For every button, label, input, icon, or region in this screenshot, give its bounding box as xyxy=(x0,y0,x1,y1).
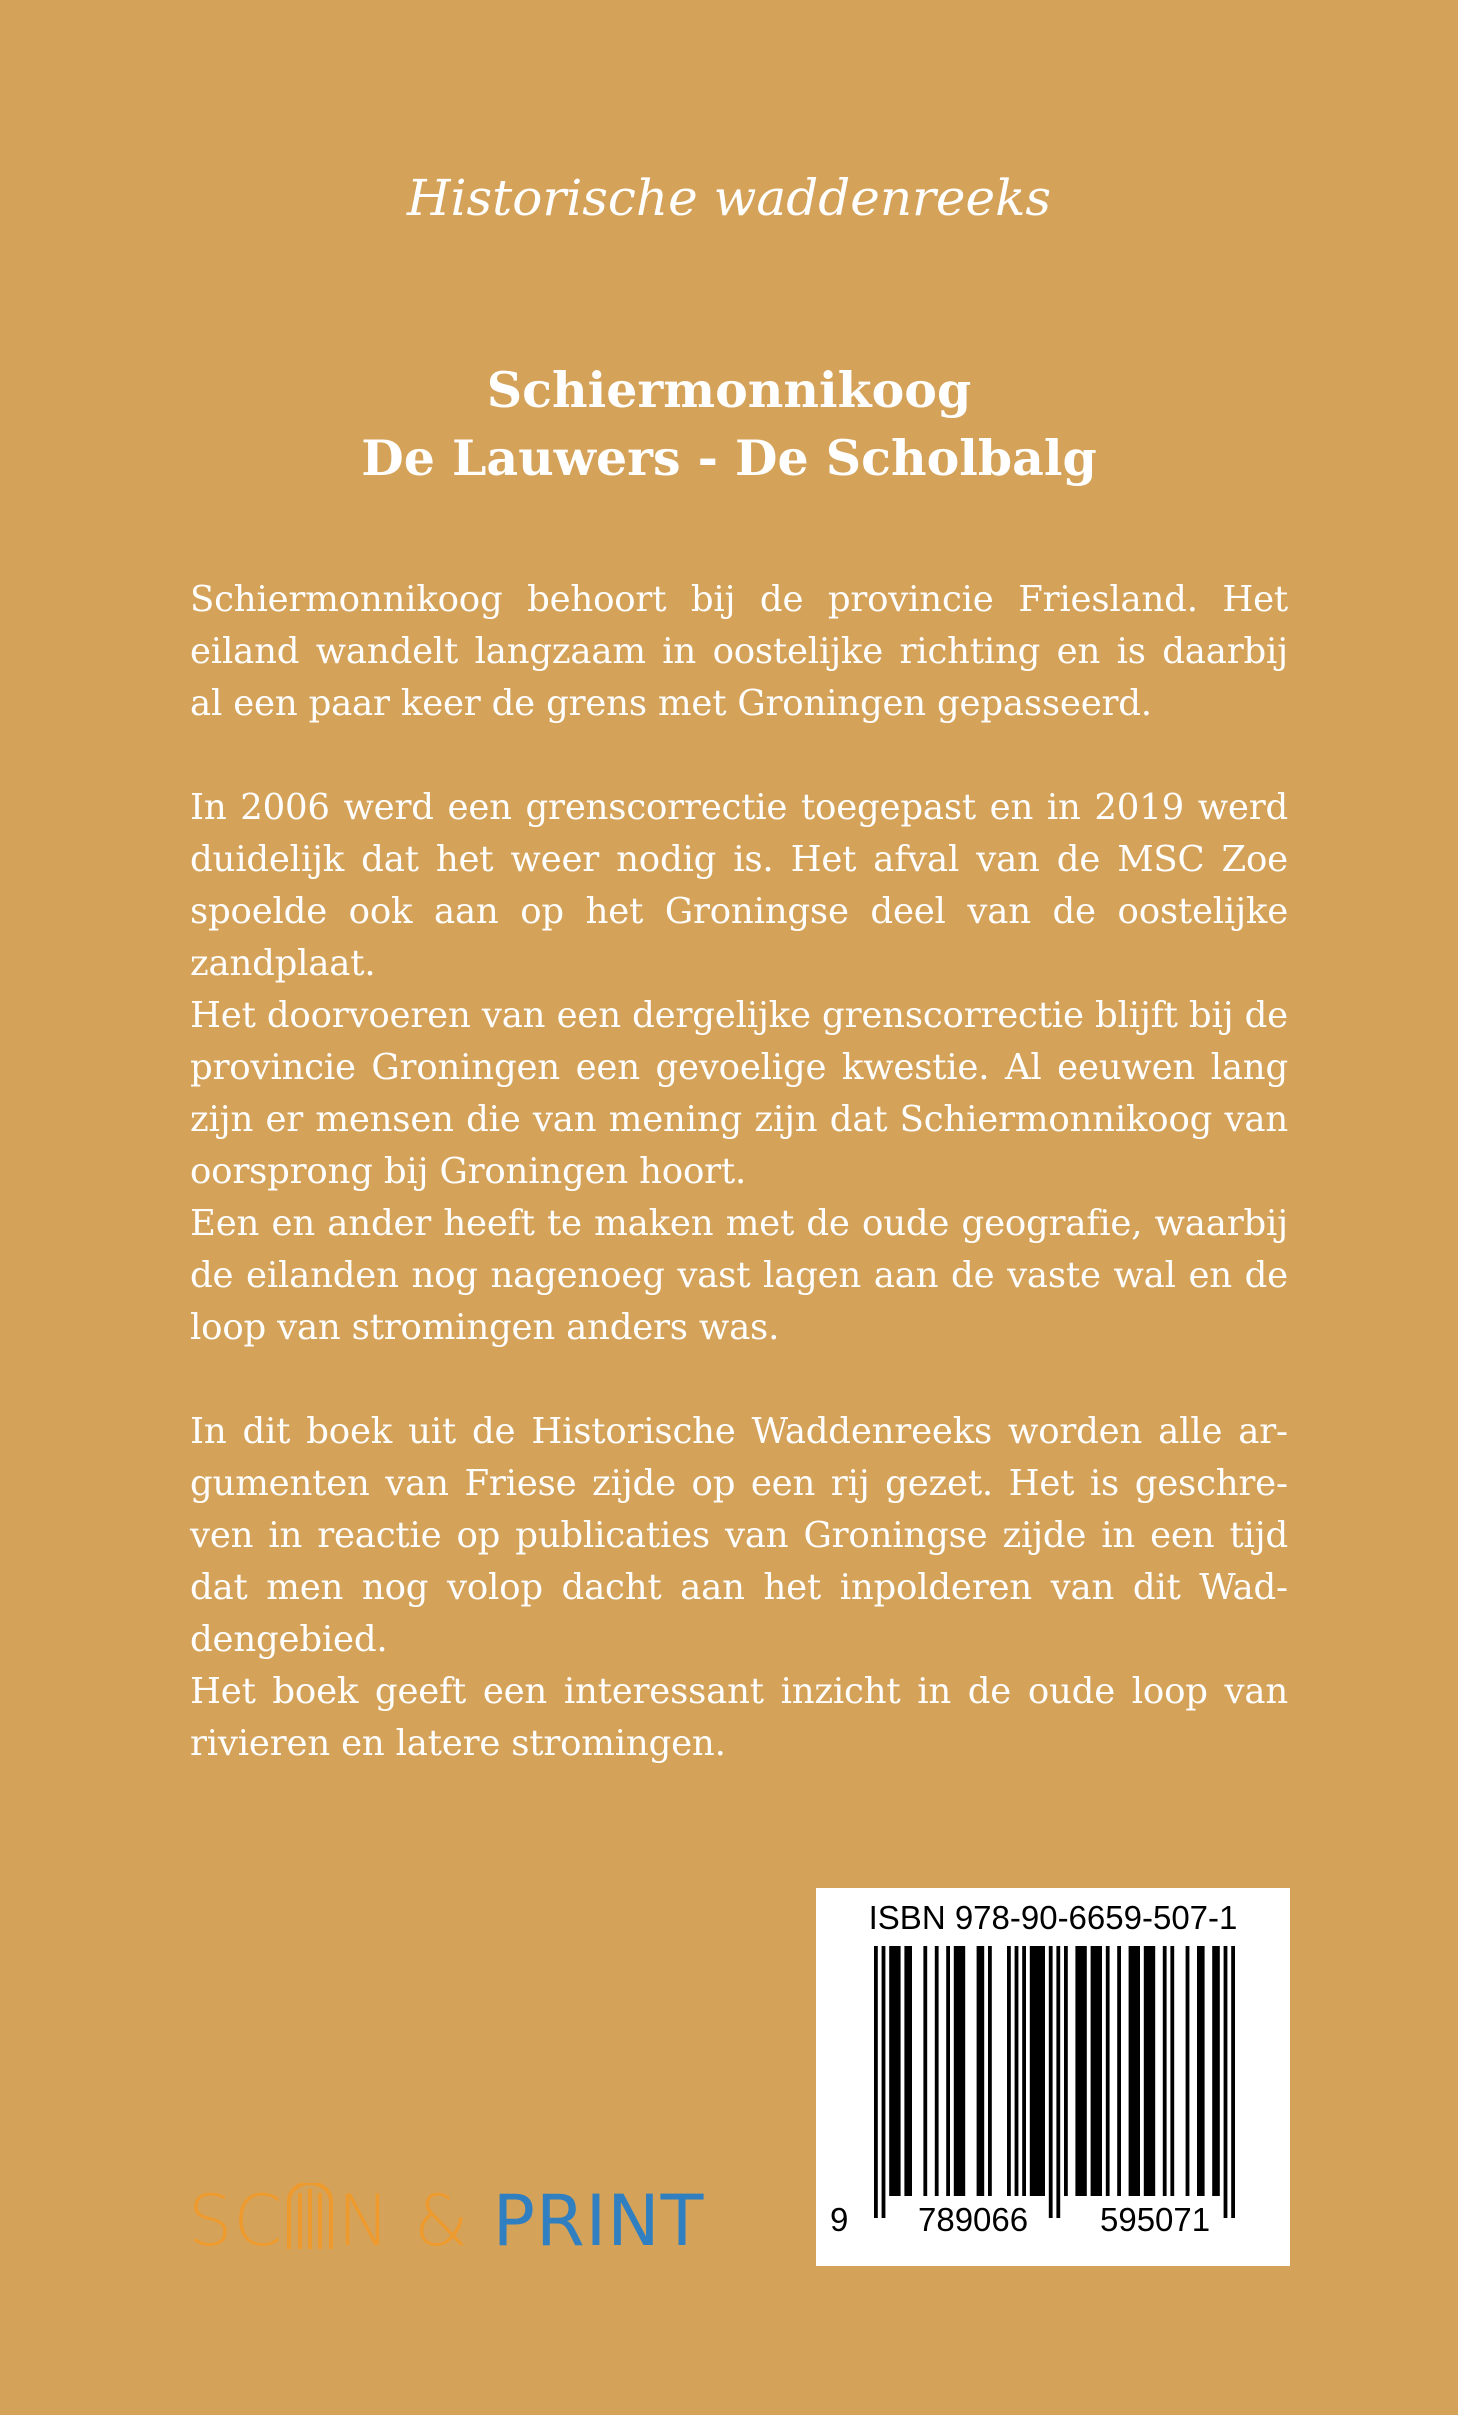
blurb-paragraph: Een en ander heeft te maken met de oude geografie, waarbij de eilanden nog nagenoeg vast lagen aan de vaste wal en de loop van stromingen anders was. xyxy=(190,1203,1288,1348)
barcode-bar xyxy=(988,1946,992,2196)
publisher-logo xyxy=(188,2176,704,2266)
book-title-line1: Schiermonnikoog xyxy=(486,361,972,419)
logo-part1-right: N & xyxy=(337,2180,470,2262)
barcode-bar xyxy=(1144,1946,1155,2196)
barcode-bar xyxy=(1212,1946,1220,2196)
barcode-bar xyxy=(935,1946,939,2196)
logo-part1-left: SC xyxy=(188,2180,284,2262)
barcode-bar xyxy=(1186,1946,1190,2196)
barcode-bar xyxy=(1170,1946,1174,2196)
logo-part2: PRINT xyxy=(492,2180,705,2262)
blurb-paragraph: Het doorvoeren van een dergelijke grenscorrectie blijft bij de provincie Groningen een gevoelige kwestie. Al eeuwen lang zijn er mensen die van mening zijn dat Schiermonnikoog van oorsprong bij Groningen hoort. xyxy=(190,995,1288,1192)
isbn-label: ISBN 978-90-6659-507-1 xyxy=(868,1899,1238,1936)
barcode-guard-bar xyxy=(1231,1946,1235,2218)
barcode-guard-bar xyxy=(874,1946,878,2218)
book-title xyxy=(0,356,1458,492)
blurb-paragraph: Schiermonnikoog behoort bij de provincie Friesland. Het eiland wandelt langzaam in oostelijke richting en is daarbij al een paar keer de grens met Groningen gepasseerd. xyxy=(190,579,1288,724)
blurb-paragraph: In dit boek uit de Historische Waddenreeks worden alle argumenten van Friese zijde op een rij gezet. Het is geschreven in reactie op publicaties van Groningse zijde in een tijd dat men nog volop dacht aan het inpolderen van dit Waddengebied. xyxy=(190,1411,1288,1660)
barcode-guard-bar xyxy=(1224,1946,1228,2218)
barcode-bar xyxy=(923,1946,927,2196)
barcode-digit-lead: 9 xyxy=(830,2201,849,2238)
blurb xyxy=(190,574,1288,1770)
barcode-bar xyxy=(889,1946,900,2196)
barcode-guard-bar xyxy=(882,1946,886,2218)
barcode-bar xyxy=(1075,1946,1086,2196)
barcode-bar xyxy=(1129,1946,1140,2196)
logo-pillar-icon xyxy=(283,2183,337,2249)
barcode-digits-right: 595071 xyxy=(1100,2201,1211,2238)
blurb-paragraph: In 2006 werd een grenscorrectie toegepast en in 2019 werd duidelijk dat het weer nodig is. Het afval van de MSC Zoe spoelde ook aan op het Groningse deel van de oostelijke zandplaat. xyxy=(190,787,1288,984)
barcode-digits-left: 789066 xyxy=(918,2201,1029,2238)
barcode-bar xyxy=(1163,1946,1167,2196)
book-title-line2: De Lauwers - De Scholbalg xyxy=(361,429,1097,487)
barcode-bar xyxy=(1064,1946,1068,2196)
barcode-bar xyxy=(904,1946,912,2196)
barcode-bars xyxy=(816,1888,1290,2266)
series-title: Historische waddenreeks xyxy=(406,169,1052,227)
barcode-bar xyxy=(946,1946,950,2196)
isbn-barcode xyxy=(816,1888,1290,2266)
barcode-bar xyxy=(1106,1946,1110,2196)
barcode-bar xyxy=(977,1946,985,2196)
barcode-bar xyxy=(1030,1946,1045,2196)
barcode-bar xyxy=(1022,1946,1026,2196)
barcode-bar xyxy=(1015,1946,1019,2196)
barcode-bar xyxy=(1007,1946,1011,2196)
blurb-paragraph: Het boek geeft een interessant inzicht in de oude loop van rivieren en latere stromingen. xyxy=(190,1671,1288,1764)
barcode-bar xyxy=(1091,1946,1102,2196)
barcode-bar xyxy=(1197,1946,1205,2196)
barcode-bar xyxy=(954,1946,965,2196)
barcode-bar xyxy=(1117,1946,1121,2196)
barcode-guard-bar xyxy=(1049,1946,1053,2218)
barcode-guard-bar xyxy=(1056,1946,1060,2218)
